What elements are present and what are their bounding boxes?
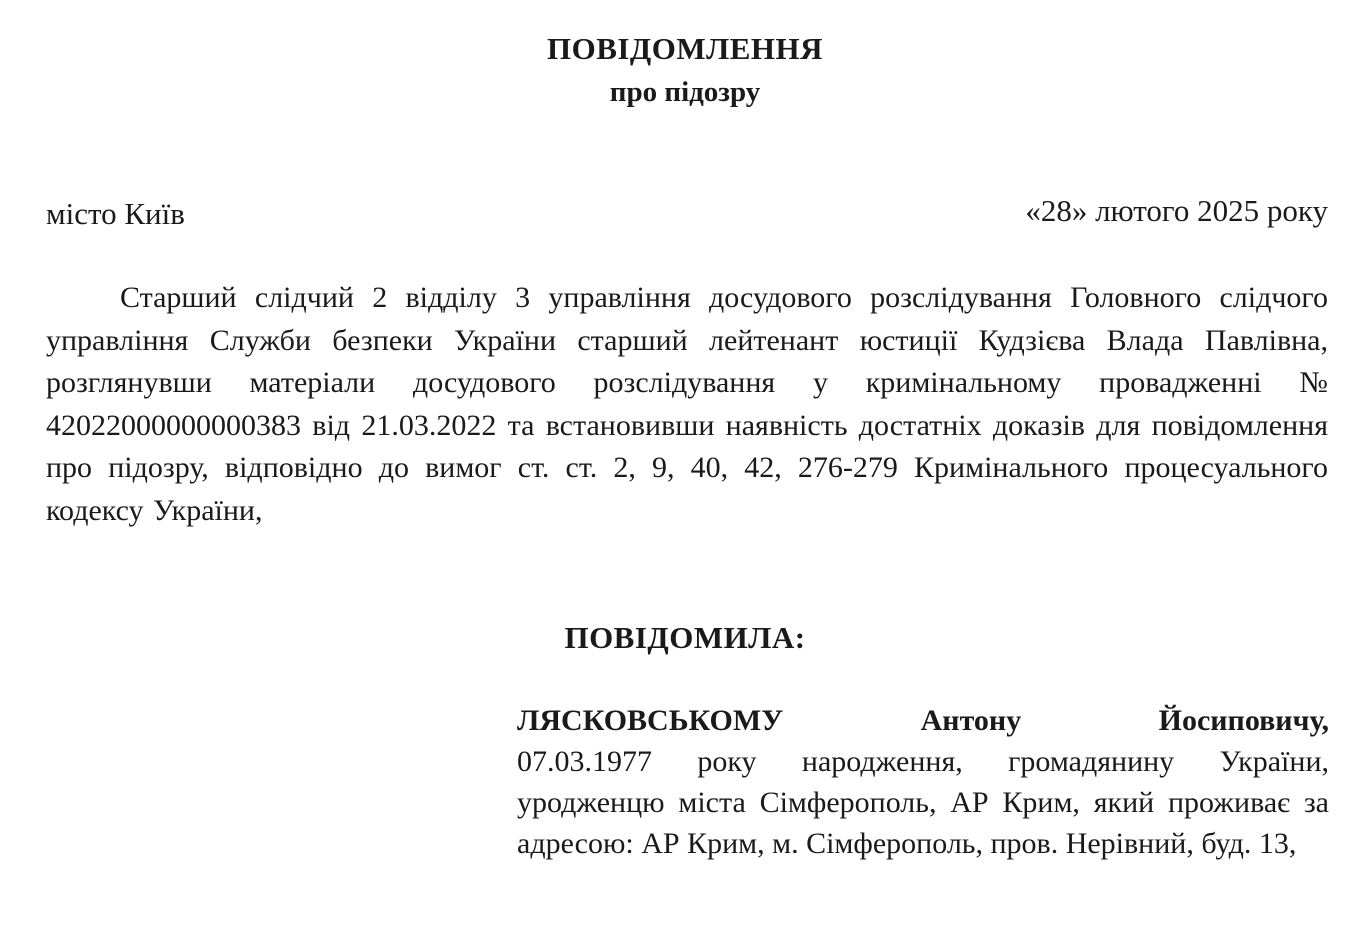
document-subtitle: про підозру (609, 76, 761, 108)
suspect-first-name: Антону (920, 704, 1022, 737)
section-heading: ПОВІДОМИЛА: (564, 620, 806, 655)
suspect-block (517, 700, 1329, 864)
document-date: «28» лютого 2025 року (1025, 193, 1328, 228)
suspect-patronymic: Йосиповичу, (1158, 704, 1329, 737)
suspect-name (517, 700, 1329, 741)
document-city: місто Київ (46, 196, 185, 231)
document-body-paragraph: Старший слідчий 2 відділу 3 управління досудового розслідування Головного слідчого управління Служби безпеки України старший лейтенант юстиції Кудзієва Влада Павлівна, розглянувши матеріали досудового розслідування у кримінальному провадженні № 42022000000000383 від 21.03.2022 та встановивши наявність достатніх доказів для повідомлення про підозру, відповідно до вимог ст. ст. 2, 9, 40, 42, 276-279 Кримінального процесуального кодексу України, (46, 281, 1328, 527)
document-title: ПОВІДОМЛЕННЯ (546, 31, 824, 66)
suspect-surname: ЛЯСКОВСЬКОМУ (517, 704, 784, 737)
suspect-details: 07.03.1977 року народження, громадянину України, уродженцю міста Сімферополь, АР Крим, який проживає за адресою: АР Крим, м. Сімферополь, пров. Нерівний, буд. 13, (517, 745, 1329, 860)
